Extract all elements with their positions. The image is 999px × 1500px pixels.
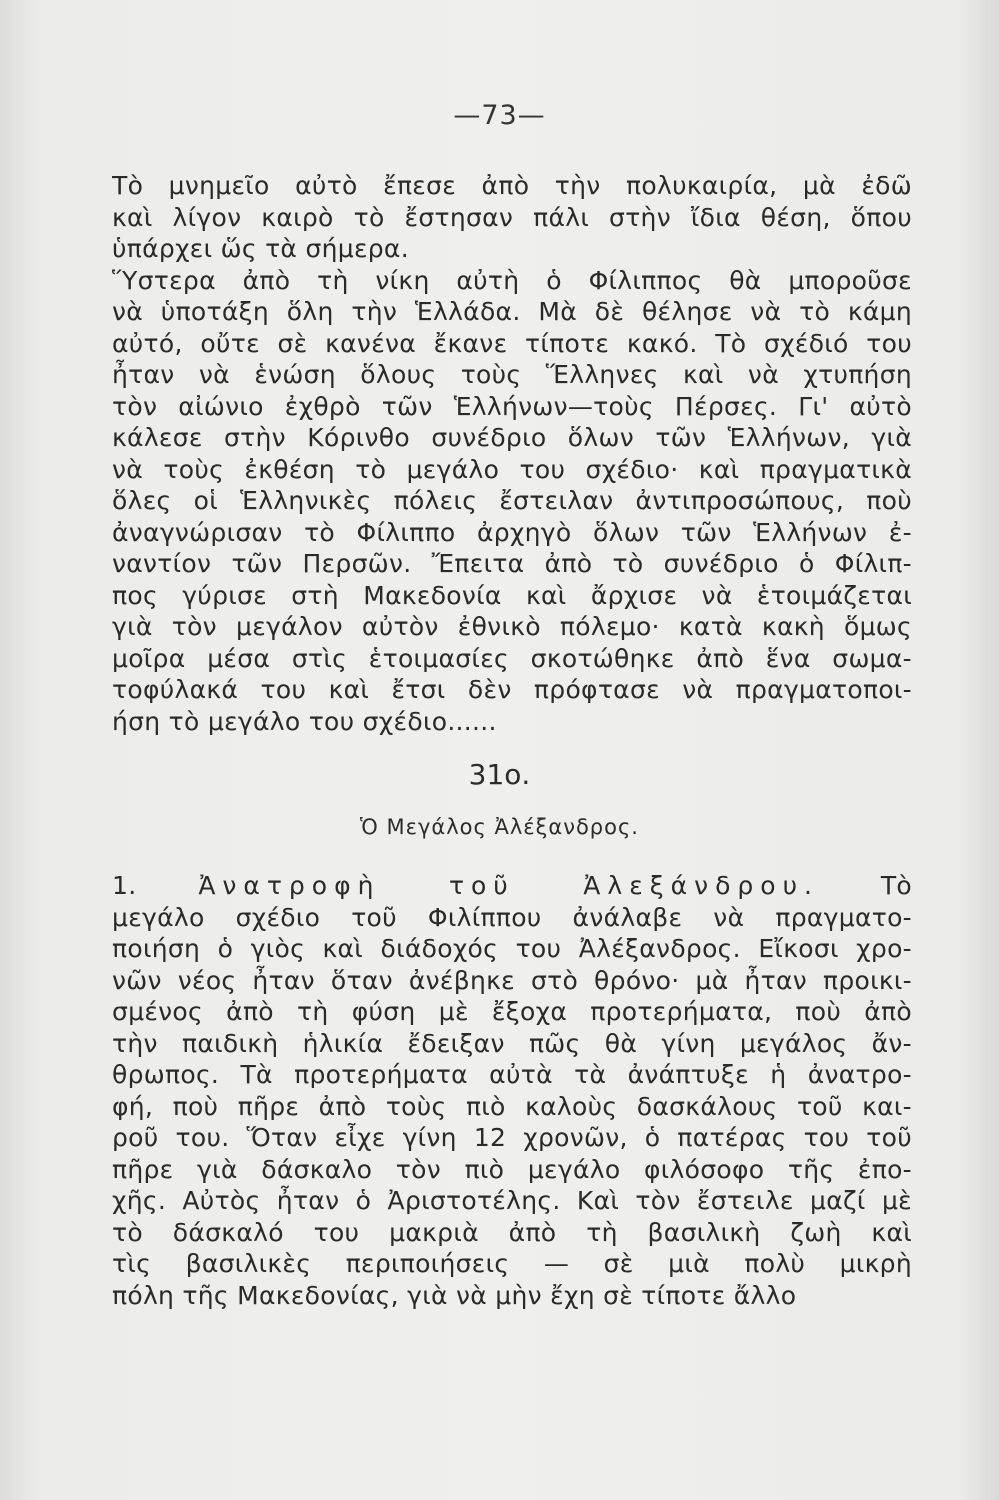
text-line: ναντίον τῶν Περσῶν. Ἔπειτα ἀπὸ τὸ συνέδριο ὁ Φίλιπ- [112, 549, 912, 578]
paragraph-block-alexander [112, 870, 912, 1311]
text-line: τὸ δάσκαλό του μακριὰ ἀπὸ τὴ βασιλικὴ ζωὴ καὶ [112, 1217, 912, 1247]
text-line: ὅλες οἱ Ἑλληνικὲς πόλεις ἔστειλαν ἀντιπροσώπους, ποὺ [112, 486, 912, 515]
text-line: νὰ ὑποτάξη ὅλη τὴν Ἑλλάδα. Μὰ δὲ θέλησε νὰ τὸ κάμη [112, 297, 912, 326]
text-line: ποιήση ὁ γιὸς καὶ διάδοχός του Ἀλέξανδρος. Εἴκοσι χρο- [112, 934, 912, 963]
text-line: μοῖρα μέσα στὶς ἑτοιμασίες σκοτώθηκε ἀπὸ ἕνα σωμα- [112, 643, 912, 673]
text-line: αὐτό, οὔτε σὲ κανένα ἔκανε τίποτε κακό. Τὸ σχέδιό του [112, 328, 912, 358]
section-heading-line [112, 870, 912, 902]
chapter-title: Ὁ Μεγάλος Ἀλέξανδρος. [360, 815, 639, 839]
text-line: καὶ λίγον καιρὸ τὸ ἔστησαν πάλι στὴν ἴδια θέση, ὅπου [112, 202, 912, 232]
section-heading-number: 1. [112, 871, 137, 900]
text-line: νῶν νέος ἦταν ὅταν ἀνέβηκε στὸ θρόνο· μὰ ἦταν προικι- [112, 965, 912, 995]
text-line: θρωπος. Τὰ προτερήματα αὐτὰ τὰ ἀνάπτυξε ἡ ἀνατρο- [112, 1060, 912, 1089]
text-line: φή, ποὺ πῆρε ἀπὸ τοὺς πιὸ καλοὺς δασκάλους τοῦ και- [112, 1091, 912, 1121]
section-heading-title: Ἀνατροφὴ τοῦ Ἀλεξάνδρου. [198, 871, 819, 900]
section-body [112, 902, 912, 1312]
text-line: τοφύλακά του καὶ ἔτσι δὲν πρόφτασε νὰ πραγματοποι- [112, 675, 912, 704]
text-line: πος γύρισε στὴ Μακεδονία καὶ ἄρχισε νὰ ἑτοιμάζεται [112, 580, 912, 610]
text-line: ὑπάρχει ὥς τὰ σήμερα. [112, 234, 409, 263]
text-line: ἀναγνώρισαν τὸ Φίλιππο ἀρχηγὸ ὅλων τῶν Ἑλλήνων ἐ- [112, 517, 912, 547]
text-line: πόλη τῆς Μακεδονίας, γιὰ νὰ μὴν ἔχη σὲ τίποτε ἄλλο [112, 1280, 797, 1310]
text-line: ήση τὸ μεγάλο του σχέδιο...... [112, 706, 497, 736]
paragraph-block-philip [112, 170, 912, 737]
text-line: χῆς. Αὐτὸς ἦταν ὁ Ἀριστοτέλης. Καὶ τὸν ἔστειλε μαζί μὲ [112, 1186, 912, 1215]
text-line: πῆρε γιὰ δάσκαλο τὸν πιὸ μεγάλο φιλόσοφο τῆς ἐπο- [112, 1154, 912, 1184]
text-line: ροῦ του. Ὅταν εἶχε γίνη 12 χρονῶν, ὁ πατέρας του τοῦ [112, 1123, 912, 1152]
text-line: μεγάλο σχέδιο τοῦ Φιλίππου ἀνάλαβε νὰ πραγματο- [112, 902, 912, 932]
text-line: κάλεσε στὴν Κόρινθο συνέδριο ὅλων τῶν Ἑλλήνων, γιὰ [112, 423, 912, 452]
text-line: Τὸ μνημεῖο αὐτὸ ἔπεσε ἀπὸ τὴν πολυκαιρία, μὰ ἐδῶ [112, 171, 912, 200]
text-line: τὸν αἰώνιο ἐχθρὸ τῶν Ἑλλήνων—τοὺς Πέρσες. Γι' αὐτὸ [112, 391, 912, 421]
text-line: Ὕστερα ἀπὸ τὴ νίκη αὐτὴ ὁ Φίλιππος θὰ μποροῦσε [112, 265, 912, 295]
text-line: νὰ τοὺς ἐκθέση τὸ μεγάλο του σχέδιο· καὶ πραγματικὰ [112, 454, 912, 484]
text-line: τὴν παιδικὴ ἡλικία ἔδειξαν πῶς θὰ γίνη μεγάλος ἄν- [112, 1028, 912, 1058]
text-line: γιὰ τὸν μεγάλον αὐτὸν ἐθνικὸ πόλεμο· κατὰ κακὴ ὅμως [112, 612, 912, 641]
text-line: ἦταν νὰ ἑνώση ὅλους τοὺς Ἕλληνες καὶ νὰ χτυπήση [112, 360, 912, 389]
text-line: τὶς βασιλικὲς περιποιήσεις — σὲ μιὰ πολὺ μικρὴ [112, 1249, 912, 1278]
chapter-number: 31ο. [468, 758, 531, 791]
section-heading-rest: Τὸ [880, 871, 912, 900]
page-number: —73— [453, 100, 546, 131]
text-line: σμένος ἀπὸ τὴ φύση μὲ ἔξοχα προτερήματα, ποὺ ἀπὸ [112, 997, 912, 1026]
